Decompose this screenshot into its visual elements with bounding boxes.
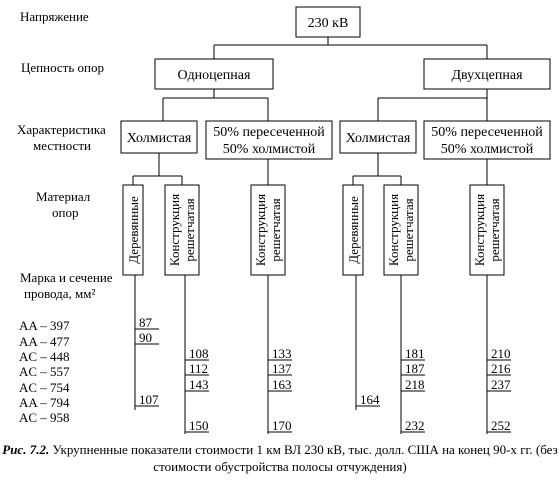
cost-value-2-3: 108 [189, 346, 209, 361]
wire-ac-448: AC – 448 [19, 349, 70, 364]
cost-value-2-4: 112 [189, 361, 209, 376]
row-label-terrain-1: Характеристика [17, 122, 106, 137]
caption-label: Рис. 7.2. [2, 442, 50, 457]
cost-value-3-4: 137 [272, 361, 292, 376]
wire-aa-794: AA – 794 [19, 395, 70, 410]
cost-values [135, 315, 511, 433]
figure-caption [0, 441, 560, 475]
node-mixed-1-label-1: 50% пересеченной [213, 125, 325, 140]
cost-value-6-3: 210 [491, 346, 511, 361]
cost-value-1-1: 87 [139, 315, 152, 330]
row-label-terrain-2: местности [33, 138, 91, 153]
node-lattice-1-label-2: решетчатая [182, 198, 197, 262]
node-double-label: Двухцепная [451, 68, 523, 83]
cost-value-6-7: 252 [491, 418, 511, 433]
node-lattice-4-label-1: Конструкция [472, 193, 487, 267]
cost-value-3-3: 133 [272, 346, 292, 361]
node-hilly-1-label: Холмистая [126, 131, 192, 146]
node-single-label: Одноцепная [177, 68, 251, 83]
caption-text: Укрупненные показатели стоимости 1 км ВЛ 230 кВ, тыс. долл. США на конец 90-х гг. (без стоимости обустройства полосы отчуждения) [49, 442, 558, 474]
node-mixed-1-label-2: 50% холмистой [222, 142, 316, 157]
row-label-voltage: Напряжение [20, 9, 89, 24]
node-lattice-2-label-1: Конструкция [253, 193, 268, 267]
node-lattice-3-label-1: Конструкция [386, 193, 401, 267]
wire-ac-557: AC – 557 [19, 364, 70, 379]
cost-value-2-5: 143 [189, 377, 209, 392]
node-root-label: 230 кВ [307, 16, 349, 31]
cost-value-5-3: 181 [405, 346, 425, 361]
node-mixed-2-label-1: 50% пересеченной [431, 125, 543, 140]
row-label-circuits: Цепность опор [21, 60, 104, 75]
row-label-material-2: опор [52, 205, 79, 220]
wire-ac-754: AC – 754 [19, 380, 70, 395]
node-mixed-2-label-2: 50% холмистой [440, 142, 534, 157]
node-lattice-4-label-2: решетчатая [487, 198, 502, 262]
cost-value-5-4: 187 [405, 361, 425, 376]
node-lattice-1-label-1: Конструкция [167, 193, 182, 267]
node-hilly-2-label: Холмистая [345, 131, 411, 146]
cost-value-4-6: 164 [360, 392, 380, 407]
wire-aa-397: AA – 397 [19, 318, 70, 333]
row-label-material-1: Материал [36, 189, 91, 204]
node-wood-1-label: Деревянные [126, 196, 141, 264]
node-lattice-2-label-2: решетчатая [268, 198, 283, 262]
cost-value-6-5: 237 [491, 377, 511, 392]
cost-value-6-4: 216 [491, 361, 511, 376]
wire-aa-477: AA – 477 [19, 334, 70, 349]
cost-value-3-7: 170 [272, 418, 292, 433]
cost-value-5-5: 218 [405, 377, 425, 392]
cost-value-5-7: 232 [405, 418, 425, 433]
cost-value-1-2: 90 [139, 330, 152, 345]
cost-value-1-6: 107 [139, 392, 159, 407]
cost-value-3-5: 163 [272, 377, 292, 392]
wire-ac-958: AC – 958 [19, 410, 70, 425]
row-label-wire-1: Марка и сечение [20, 270, 113, 285]
node-lattice-3-label-2: решетчатая [401, 198, 416, 262]
node-wood-2-label: Деревянные [346, 196, 361, 264]
cost-value-2-7: 150 [189, 418, 209, 433]
row-label-wire-2: провода, мм² [24, 286, 96, 301]
